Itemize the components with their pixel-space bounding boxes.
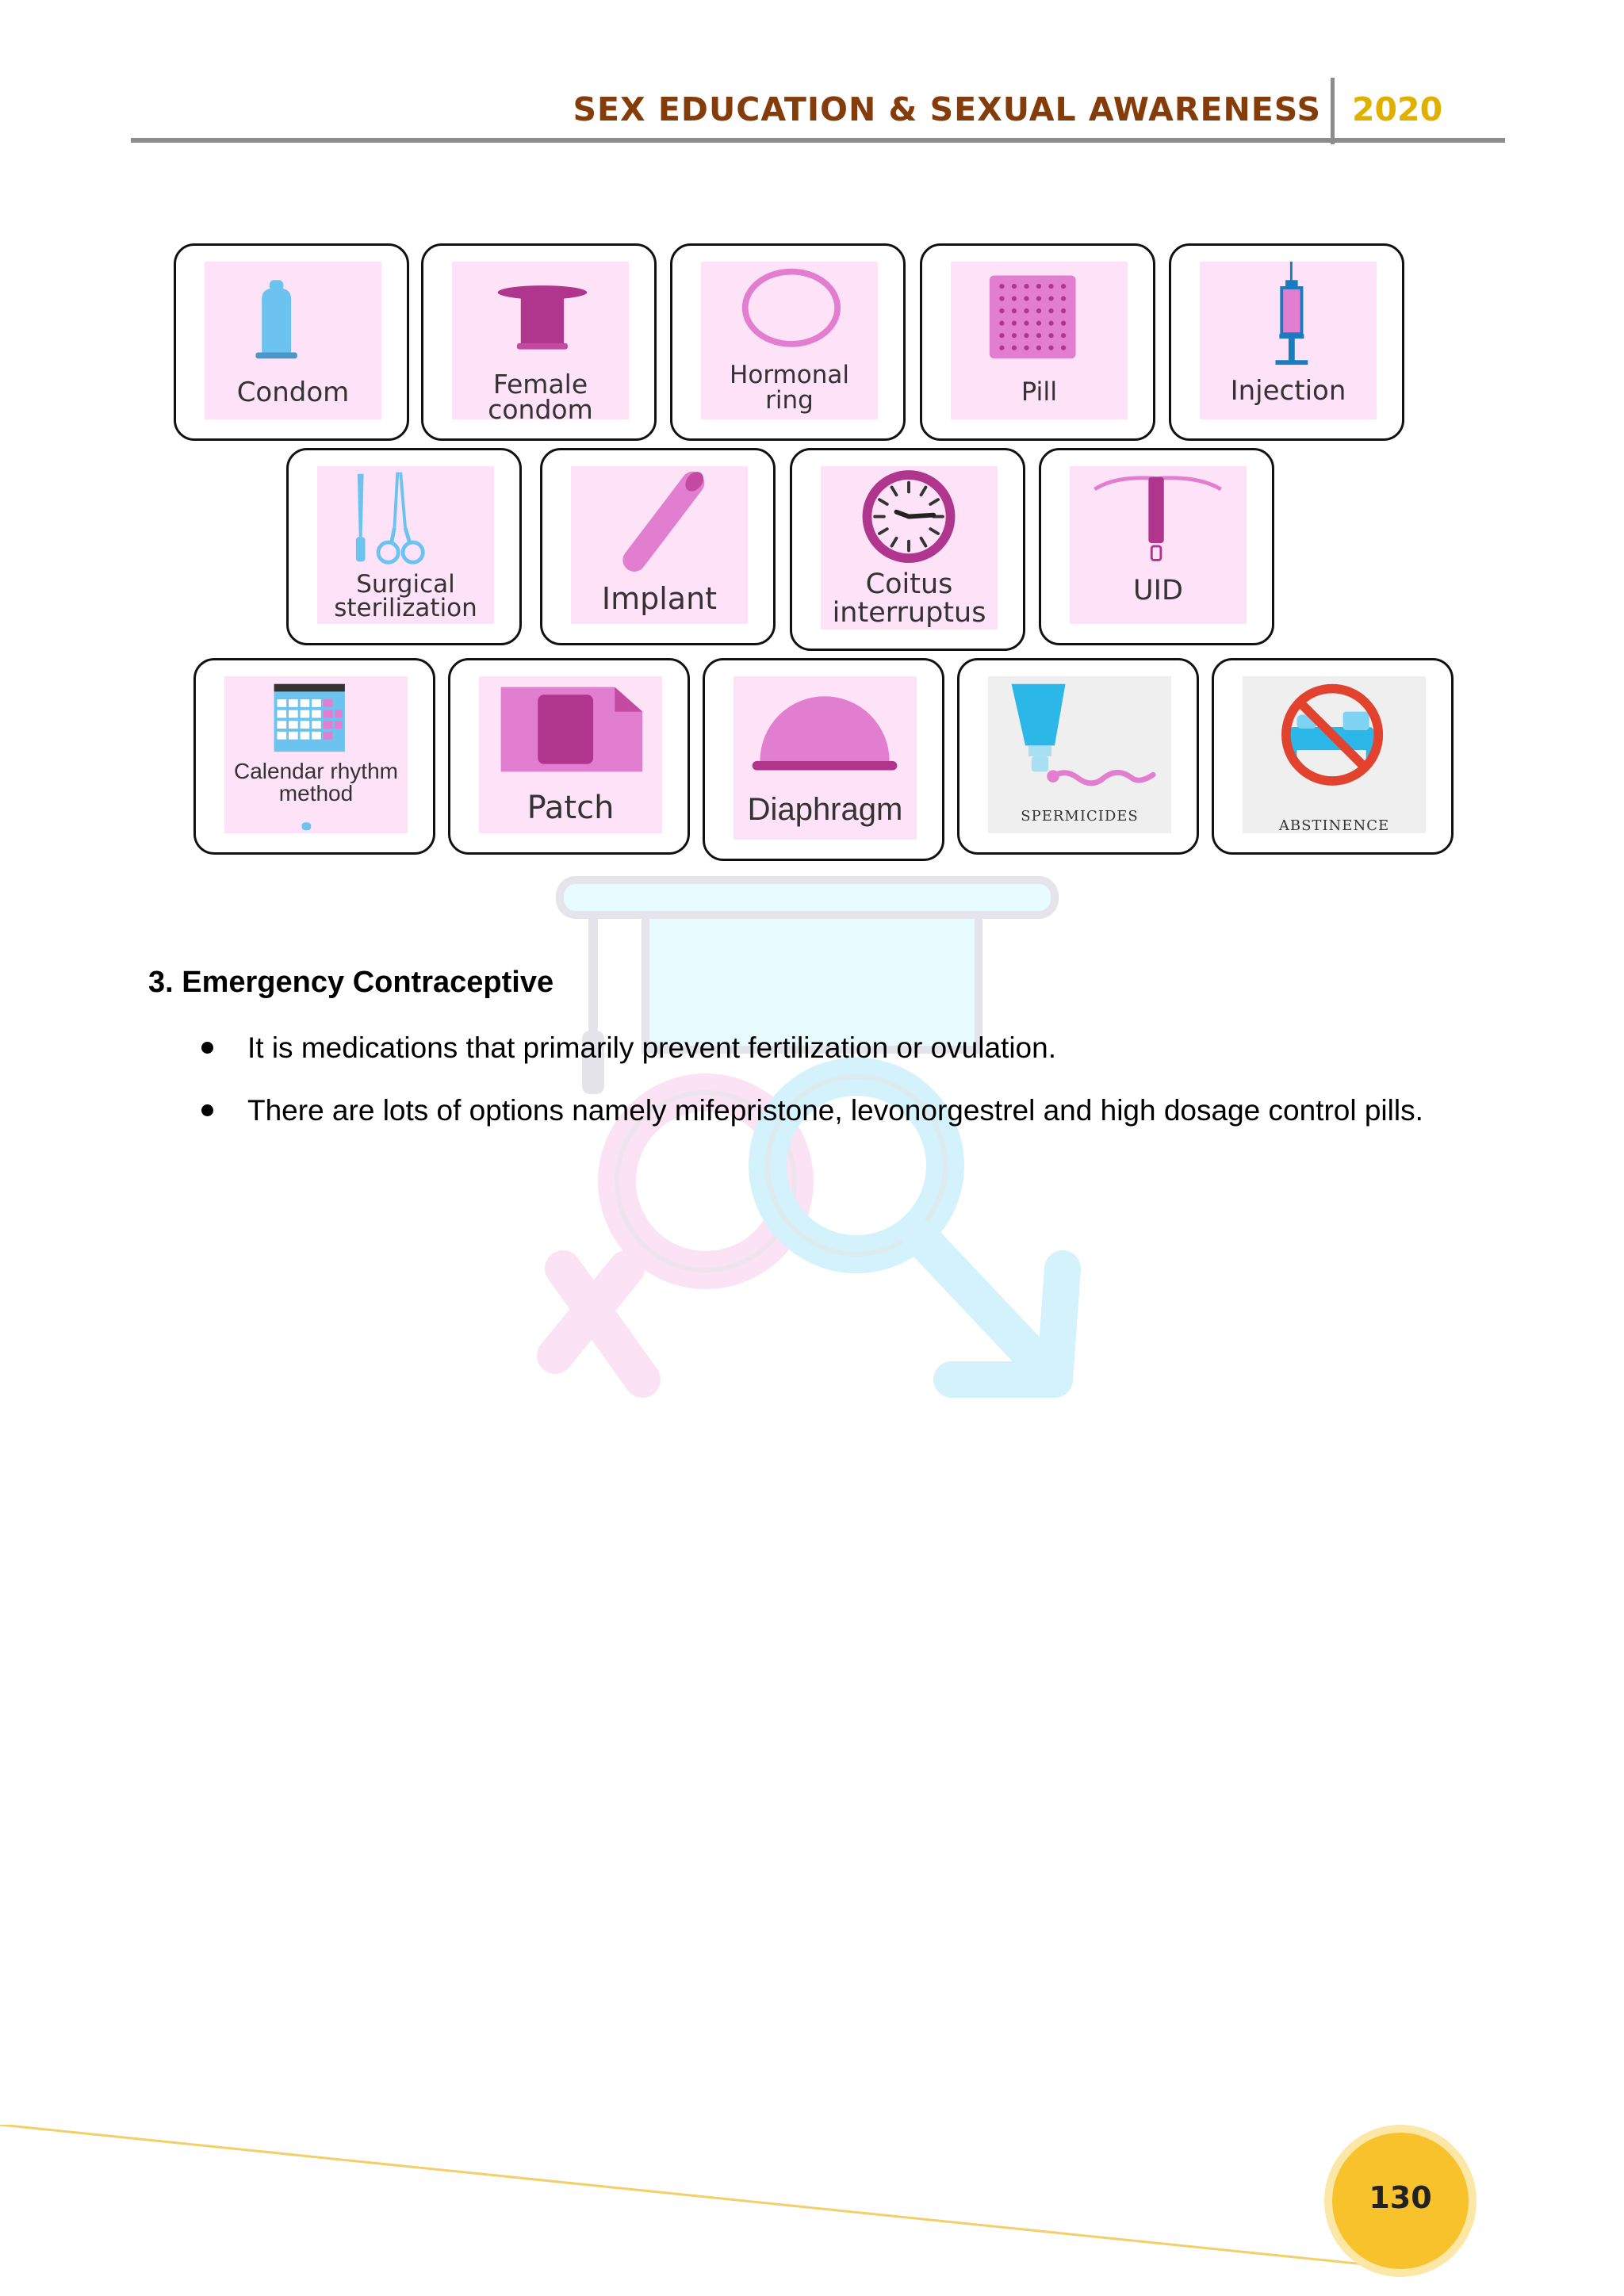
method-label: Diaphragm [747, 792, 903, 827]
method-label: Surgical [356, 570, 455, 599]
method-label: Condom [236, 377, 350, 408]
method-label: method [278, 781, 354, 806]
section-heading: 3. Emergency Contraceptive [148, 966, 554, 999]
calendar-icon [224, 676, 408, 833]
method-label: Pill [1021, 377, 1058, 407]
header-separator [1331, 78, 1335, 144]
method-card-abstinence [1212, 658, 1454, 855]
list-item: There are lots of options namely mifepristone, levonorgestrel and high dosage control pills. [198, 1093, 1546, 1128]
method-label: condom [488, 394, 593, 425]
method-label: Female [492, 369, 588, 400]
method-card-surgical-sterilization [286, 448, 522, 645]
no-bed-icon [1243, 676, 1426, 833]
method-card-injection [1169, 243, 1404, 441]
method-label: ABSTINENCE [1278, 817, 1390, 834]
method-card-hormonal-ring [670, 243, 906, 441]
method-card-implant [540, 448, 776, 645]
method-card-pill [920, 243, 1155, 441]
method-card-spermicides [957, 658, 1199, 855]
method-card-female-condom [421, 243, 657, 441]
header-title: SEX EDUCATION & SEXUAL AWARENESS [573, 90, 1321, 128]
header-rule [131, 138, 1505, 143]
header-year: 2020 [1352, 90, 1443, 128]
page-number-badge [1332, 2133, 1469, 2269]
method-card-calendar-rhythm [193, 658, 435, 855]
method-label: Injection [1230, 375, 1346, 407]
method-label: ring [765, 386, 814, 415]
method-card-coitus-interruptus [790, 448, 1025, 651]
method-card-patch [448, 658, 690, 855]
bullet-list [198, 1031, 1546, 1156]
method-label: SPERMICIDES [1021, 808, 1139, 825]
method-label: UID [1133, 575, 1183, 607]
method-label: Calendar rhythm [234, 759, 398, 783]
method-card-diaphragm [703, 658, 944, 861]
method-label: Hormonal [730, 361, 849, 389]
bullet-icon [201, 1104, 213, 1116]
bullet-icon [201, 1042, 213, 1054]
page-number: 130 [1369, 2180, 1432, 2215]
method-label: Coitus [865, 568, 953, 600]
method-card-condom [174, 243, 409, 441]
page-header [131, 73, 1505, 144]
method-label: Implant [601, 581, 718, 616]
list-item: It is medications that primarily prevent fertilization or ovulation. [198, 1031, 1546, 1066]
method-label: Patch [527, 790, 615, 826]
method-label: interruptus [832, 597, 986, 629]
method-label: sterilization [334, 594, 477, 622]
method-card-uid [1039, 448, 1274, 645]
